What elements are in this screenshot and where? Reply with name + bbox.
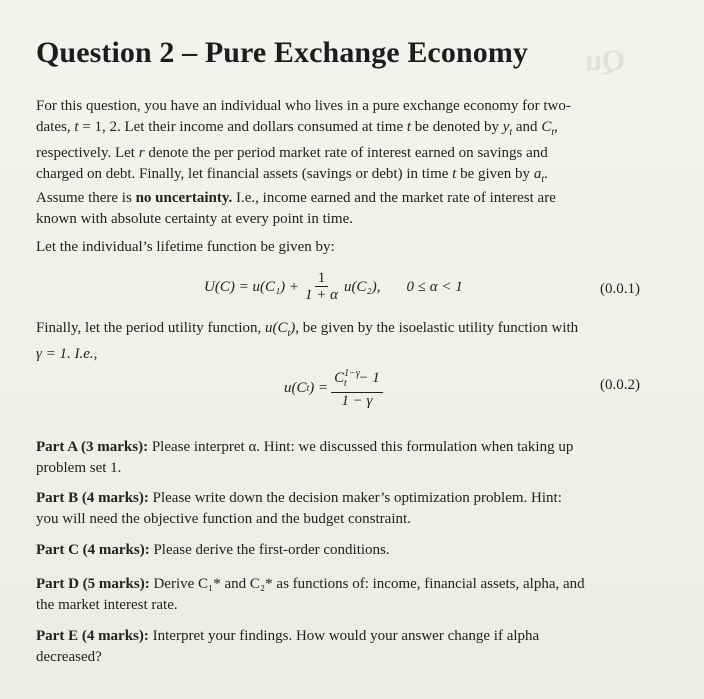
part-text: decreased? — [36, 649, 102, 665]
part-heading: Part A (3 marks): — [36, 439, 149, 455]
fraction — [331, 366, 383, 410]
part-heading: Part B (4 marks): — [36, 490, 149, 506]
text: known with absolute certainty at every point in time. — [36, 211, 354, 227]
part-a — [36, 437, 640, 479]
math-var: r — [138, 145, 145, 161]
math-sub: t — [541, 174, 545, 185]
text: and — [512, 119, 542, 135]
text: dates, — [36, 119, 75, 135]
numerator — [331, 366, 383, 393]
denominator: 1 − γ — [341, 393, 373, 409]
part-text: the market interest rate. — [36, 597, 178, 613]
math-var: ) — [290, 320, 296, 336]
part-heading: Part D (5 marks): — [36, 576, 150, 592]
text: denote the per period market rate of interest earned on savings and — [144, 145, 548, 161]
part-text: Interpret your findings. How would your answer change if alpha — [148, 628, 540, 644]
math-var: − 1 — [354, 370, 380, 386]
equation-lhs: u(C — [284, 379, 307, 396]
intro-paragraph — [36, 96, 640, 190]
math-sub: t — [551, 127, 555, 138]
part-c — [36, 540, 640, 561]
equation-lhs: U(C) = u(C₁) + — [204, 278, 300, 295]
text: = 1, 2. Let their income and dollars consumed at time — [78, 119, 407, 135]
math-var: C — [334, 370, 345, 386]
equation-0-0-1 — [36, 270, 640, 310]
utility-paragraph — [36, 318, 640, 365]
math-var: t — [452, 166, 457, 182]
denominator: 1 + α — [305, 287, 339, 303]
bold-text: no uncertainty. — [135, 190, 233, 206]
page-title: Question 2 – Pure Exchange Economy — [36, 36, 529, 69]
equation-number: (0.0.1) — [600, 281, 640, 297]
equation-rhs: u(C₂), — [344, 278, 381, 295]
text: respectively. Let — [36, 145, 139, 161]
assumption-paragraph — [36, 188, 640, 230]
intro-line-1: For this question, you have an individual who lives in a pure exchange economy for two- — [36, 98, 571, 114]
text: I.e., income earned and the market rate of interest are — [232, 190, 556, 206]
text: , — [554, 119, 558, 135]
numerator: 1 — [315, 270, 329, 287]
part-heading: Part C (4 marks): — [36, 542, 150, 558]
part-text: you will need the objective function and the budget constraint. — [36, 511, 411, 527]
lifetime-paragraph: Let the individual’s lifetime function be given by: — [36, 239, 335, 255]
math-var: C — [541, 119, 552, 135]
math-var: y — [502, 119, 510, 135]
part-text: Please interpret α. Hint: we discussed this formulation when taking up — [148, 439, 574, 455]
part-b — [36, 488, 640, 530]
math-var: t — [406, 119, 412, 135]
part-text: Derive C₁* and C₂* as functions of: income, financial assets, alpha, and — [149, 576, 585, 592]
math-var: a — [533, 166, 542, 182]
part-text: Please derive the first-order conditions. — [149, 542, 390, 558]
part-e — [36, 626, 640, 668]
math-var: u(C — [265, 320, 288, 336]
math-sub: t — [509, 127, 513, 138]
part-heading: Part E (4 marks): — [36, 628, 149, 644]
text: Finally, let the period utility function, — [36, 320, 265, 336]
text: charged on debt. Finally, let financial assets (savings or debt) in time — [36, 166, 453, 182]
text: , be given by the isoelastic utility function with — [295, 320, 579, 336]
text: be denoted by — [411, 119, 503, 135]
text: Assume there is — [36, 190, 136, 206]
text: . — [544, 166, 548, 182]
math-sub: t — [343, 378, 347, 389]
fraction — [302, 270, 341, 304]
part-text: Please write down the decision maker’s optimization problem. Hint: — [148, 490, 562, 506]
part-text: problem set 1. — [36, 460, 122, 476]
equation-condition: 0 ≤ α < 1 — [406, 278, 463, 295]
bleed-through-text: Qu — [585, 44, 626, 77]
equation-0-0-2 — [36, 366, 640, 409]
math-var: t — [74, 119, 79, 135]
equation-lhs: ) = — [309, 379, 329, 396]
text: γ = 1. I.e., — [36, 346, 98, 362]
math-sup: 1−γ — [344, 368, 360, 379]
part-d — [36, 574, 640, 616]
math-sub: t — [287, 328, 291, 339]
text: be given by — [456, 166, 534, 182]
math-sub: t — [306, 382, 310, 394]
equation-number: (0.0.2) — [600, 377, 640, 393]
